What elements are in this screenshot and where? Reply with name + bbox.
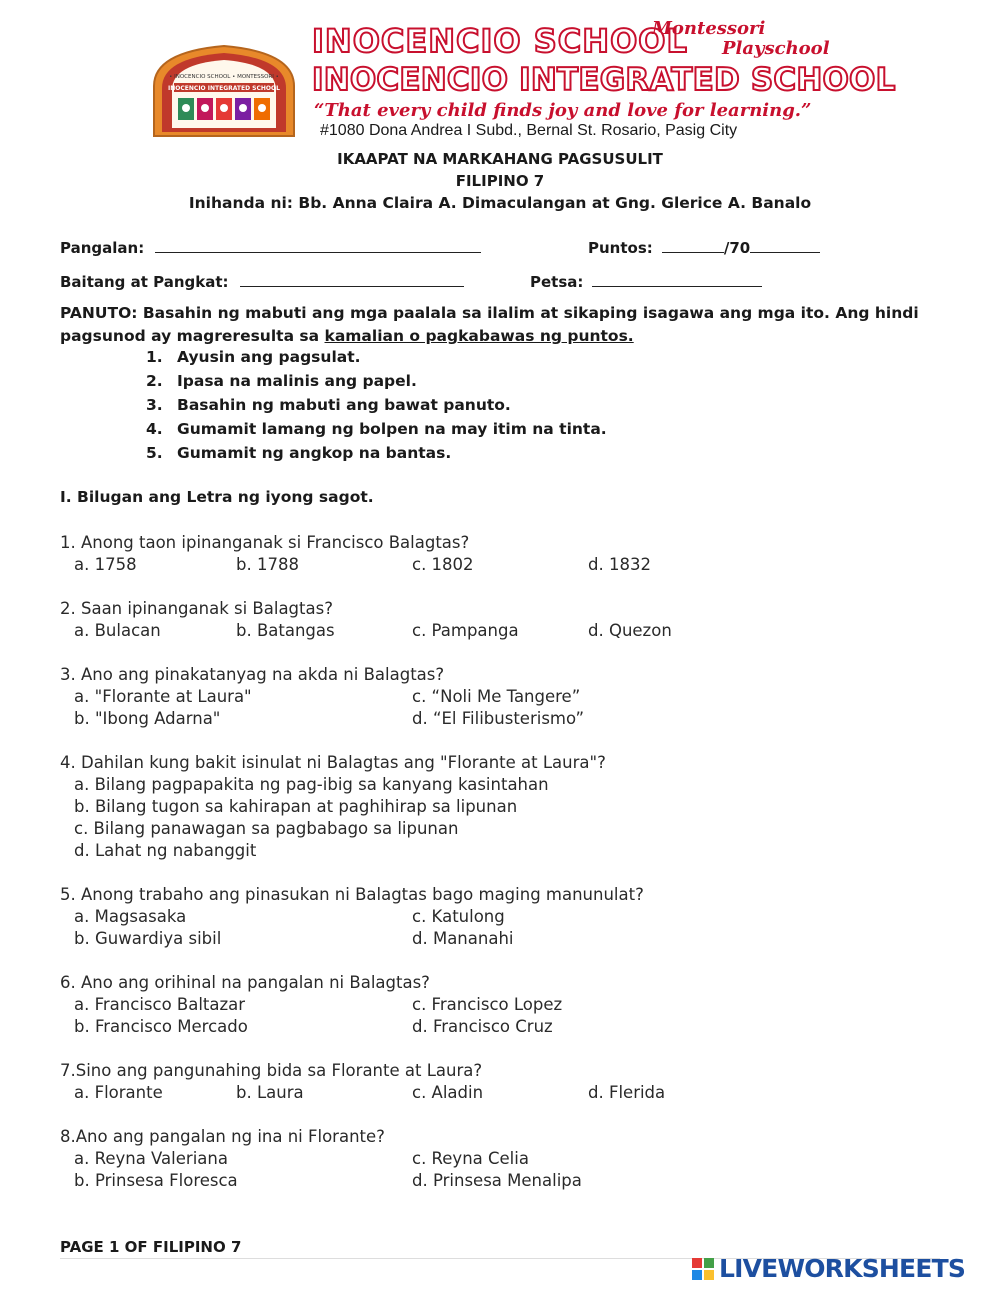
q1-option-a[interactable]: a. 1758	[74, 555, 137, 574]
q2-option-c[interactable]: c. Pampanga	[412, 621, 519, 640]
question-1: 1. Anong taon ipinanganak si Francisco Balagtas?	[60, 533, 470, 552]
score-field[interactable]	[588, 238, 820, 257]
q4-option-d[interactable]: d. Lahat ng nabanggit	[74, 841, 257, 860]
q5-option-c[interactable]: c. Katulong	[412, 907, 505, 926]
score-label: Puntos:	[588, 239, 653, 257]
list-item: 4. Gumamit lamang ng bolpen na may itim na tinta.	[146, 420, 607, 438]
grade-line[interactable]	[240, 272, 464, 287]
question-3: 3. Ano ang pinakatanyag na akda ni Balagtas?	[60, 665, 445, 684]
question-4: 4. Dahilan kung bakit isinulat ni Balagtas ang "Florante at Laura"?	[60, 753, 606, 772]
liveworksheets-icon	[692, 1256, 716, 1282]
school-address: #1080 Dona Andrea I Subd., Bernal St. Rosario, Pasig City	[320, 122, 738, 139]
section-title: I. Bilugan ang Letra ng iyong sagot.	[60, 488, 374, 506]
q5-option-a[interactable]: a. Magsasaka	[74, 907, 187, 926]
name-field[interactable]	[60, 238, 481, 257]
question-7: 7.Sino ang pangunahing bida sa Florante at Laura?	[60, 1061, 483, 1080]
q8-option-a[interactable]: a. Reyna Valeriana	[74, 1149, 228, 1168]
name-line[interactable]	[155, 238, 481, 253]
q8-option-c[interactable]: c. Reyna Celia	[412, 1149, 529, 1168]
q7-option-d[interactable]: d. Flerida	[588, 1083, 666, 1102]
school-name-top: INOCENCIO SCHOOL	[312, 22, 688, 60]
liveworksheets-logo[interactable]	[692, 1254, 965, 1284]
liveworksheets-text: LIVEWORKSHEETS	[719, 1254, 966, 1283]
q8-option-d[interactable]: d. Prinsesa Menalipa	[412, 1171, 582, 1190]
q3-option-c[interactable]: c. “Noli Me Tangere”	[412, 687, 581, 706]
grade-field[interactable]	[60, 272, 464, 291]
name-label: Pangalan:	[60, 239, 145, 257]
q7-option-a[interactable]: a. Florante	[74, 1083, 163, 1102]
date-field[interactable]	[530, 272, 762, 291]
q6-option-b[interactable]: b. Francisco Mercado	[74, 1017, 248, 1036]
grade-label: Baitang at Pangkat:	[60, 273, 229, 291]
q5-option-b[interactable]: b. Guwardiya sibil	[74, 929, 222, 948]
q4-option-b[interactable]: b. Bilang tugon sa kahirapan at paghihirap sa lipunan	[74, 797, 518, 816]
montessori-text: Montessori	[652, 18, 766, 39]
q6-option-c[interactable]: c. Francisco Lopez	[412, 995, 563, 1014]
exam-title: IKAAPAT NA MARKAHANG PAGSUSULIT	[337, 150, 663, 168]
question-6: 6. Ano ang orihinal na pangalan ni Balagtas?	[60, 973, 430, 992]
q6-option-d[interactable]: d. Francisco Cruz	[412, 1017, 553, 1036]
score-total: /70	[723, 239, 751, 257]
q3-option-d[interactable]: d. “El Filibusterismo”	[412, 709, 585, 728]
instructions: PANUTO: Basahin ng mabuti ang mga paalala sa ilalim at sikaping isagawa ang mga ito. Ang hindi pagsunod ay magreresulta sa kamalian o pagkabawas ng puntos.	[60, 304, 919, 345]
list-item: 2. Ipasa na malinis ang papel.	[146, 372, 417, 390]
rules-list	[146, 345, 607, 465]
q7-option-c[interactable]: c. Aladin	[412, 1083, 484, 1102]
q1-option-b[interactable]: b. 1788	[236, 555, 299, 574]
q1-option-d[interactable]: d. 1832	[588, 555, 651, 574]
q2-option-a[interactable]: a. Bulacan	[74, 621, 161, 640]
q6-option-a[interactable]: a. Francisco Baltazar	[74, 995, 246, 1014]
q4-option-c[interactable]: c. Bilang panawagan sa pagbabago sa lipunan	[74, 819, 459, 838]
q4-option-a[interactable]: a. Bilang pagpapakita ng pag-ibig sa kanyang kasintahan	[74, 775, 549, 794]
q2-option-b[interactable]: b. Batangas	[236, 621, 335, 640]
question-2: 2. Saan ipinanganak si Balagtas?	[60, 599, 333, 618]
q3-option-a[interactable]: a. "Florante at Laura"	[74, 687, 252, 706]
school-motto: “That every child finds joy and love for learning.”	[314, 100, 812, 121]
question-5: 5. Anong trabaho ang pinasukan ni Balagtas bago maging manunulat?	[60, 885, 644, 904]
q7-option-b[interactable]: b. Laura	[236, 1083, 304, 1102]
svg-text:• INOCENCIO SCHOOL • MONTESSOR: • INOCENCIO SCHOOL • MONTESSORI •	[169, 74, 279, 80]
school-seal	[150, 42, 298, 138]
seal-lettering: INOCENCIO INTEGRATED SCHOOL	[168, 85, 280, 92]
prepared-by: Inihanda ni: Bb. Anna Claira A. Dimaculangan at Gng. Glerice A. Banalo	[188, 194, 812, 212]
list-item: 3. Basahin ng mabuti ang bawat panuto.	[146, 396, 511, 414]
page-footer: PAGE 1 OF FILIPINO 7	[60, 1238, 242, 1256]
question-8: 8.Ano ang pangalan ng ina ni Florante?	[60, 1127, 385, 1146]
date-label: Petsa:	[530, 273, 584, 291]
q2-option-d[interactable]: d. Quezon	[588, 621, 672, 640]
q1-option-c[interactable]: c. 1802	[412, 555, 474, 574]
list-item: 1. Ayusin ang pagsulat.	[146, 348, 361, 366]
date-line[interactable]	[592, 272, 762, 287]
score-line[interactable]	[662, 238, 724, 253]
instructions-underlined: kamalian o pagkabawas ng puntos.	[324, 327, 634, 345]
playschool-text: Playschool	[722, 38, 830, 59]
school-name-bottom: INOCENCIO INTEGRATED SCHOOL	[312, 62, 896, 98]
q8-option-b[interactable]: b. Prinsesa Floresca	[74, 1171, 238, 1190]
q5-option-d[interactable]: d. Mananahi	[412, 929, 514, 948]
list-item: 5. Gumamit ng angkop na bantas.	[146, 444, 452, 462]
subject-title: FILIPINO 7	[455, 172, 545, 190]
q3-option-b[interactable]: b. "Ibong Adarna"	[74, 709, 221, 728]
